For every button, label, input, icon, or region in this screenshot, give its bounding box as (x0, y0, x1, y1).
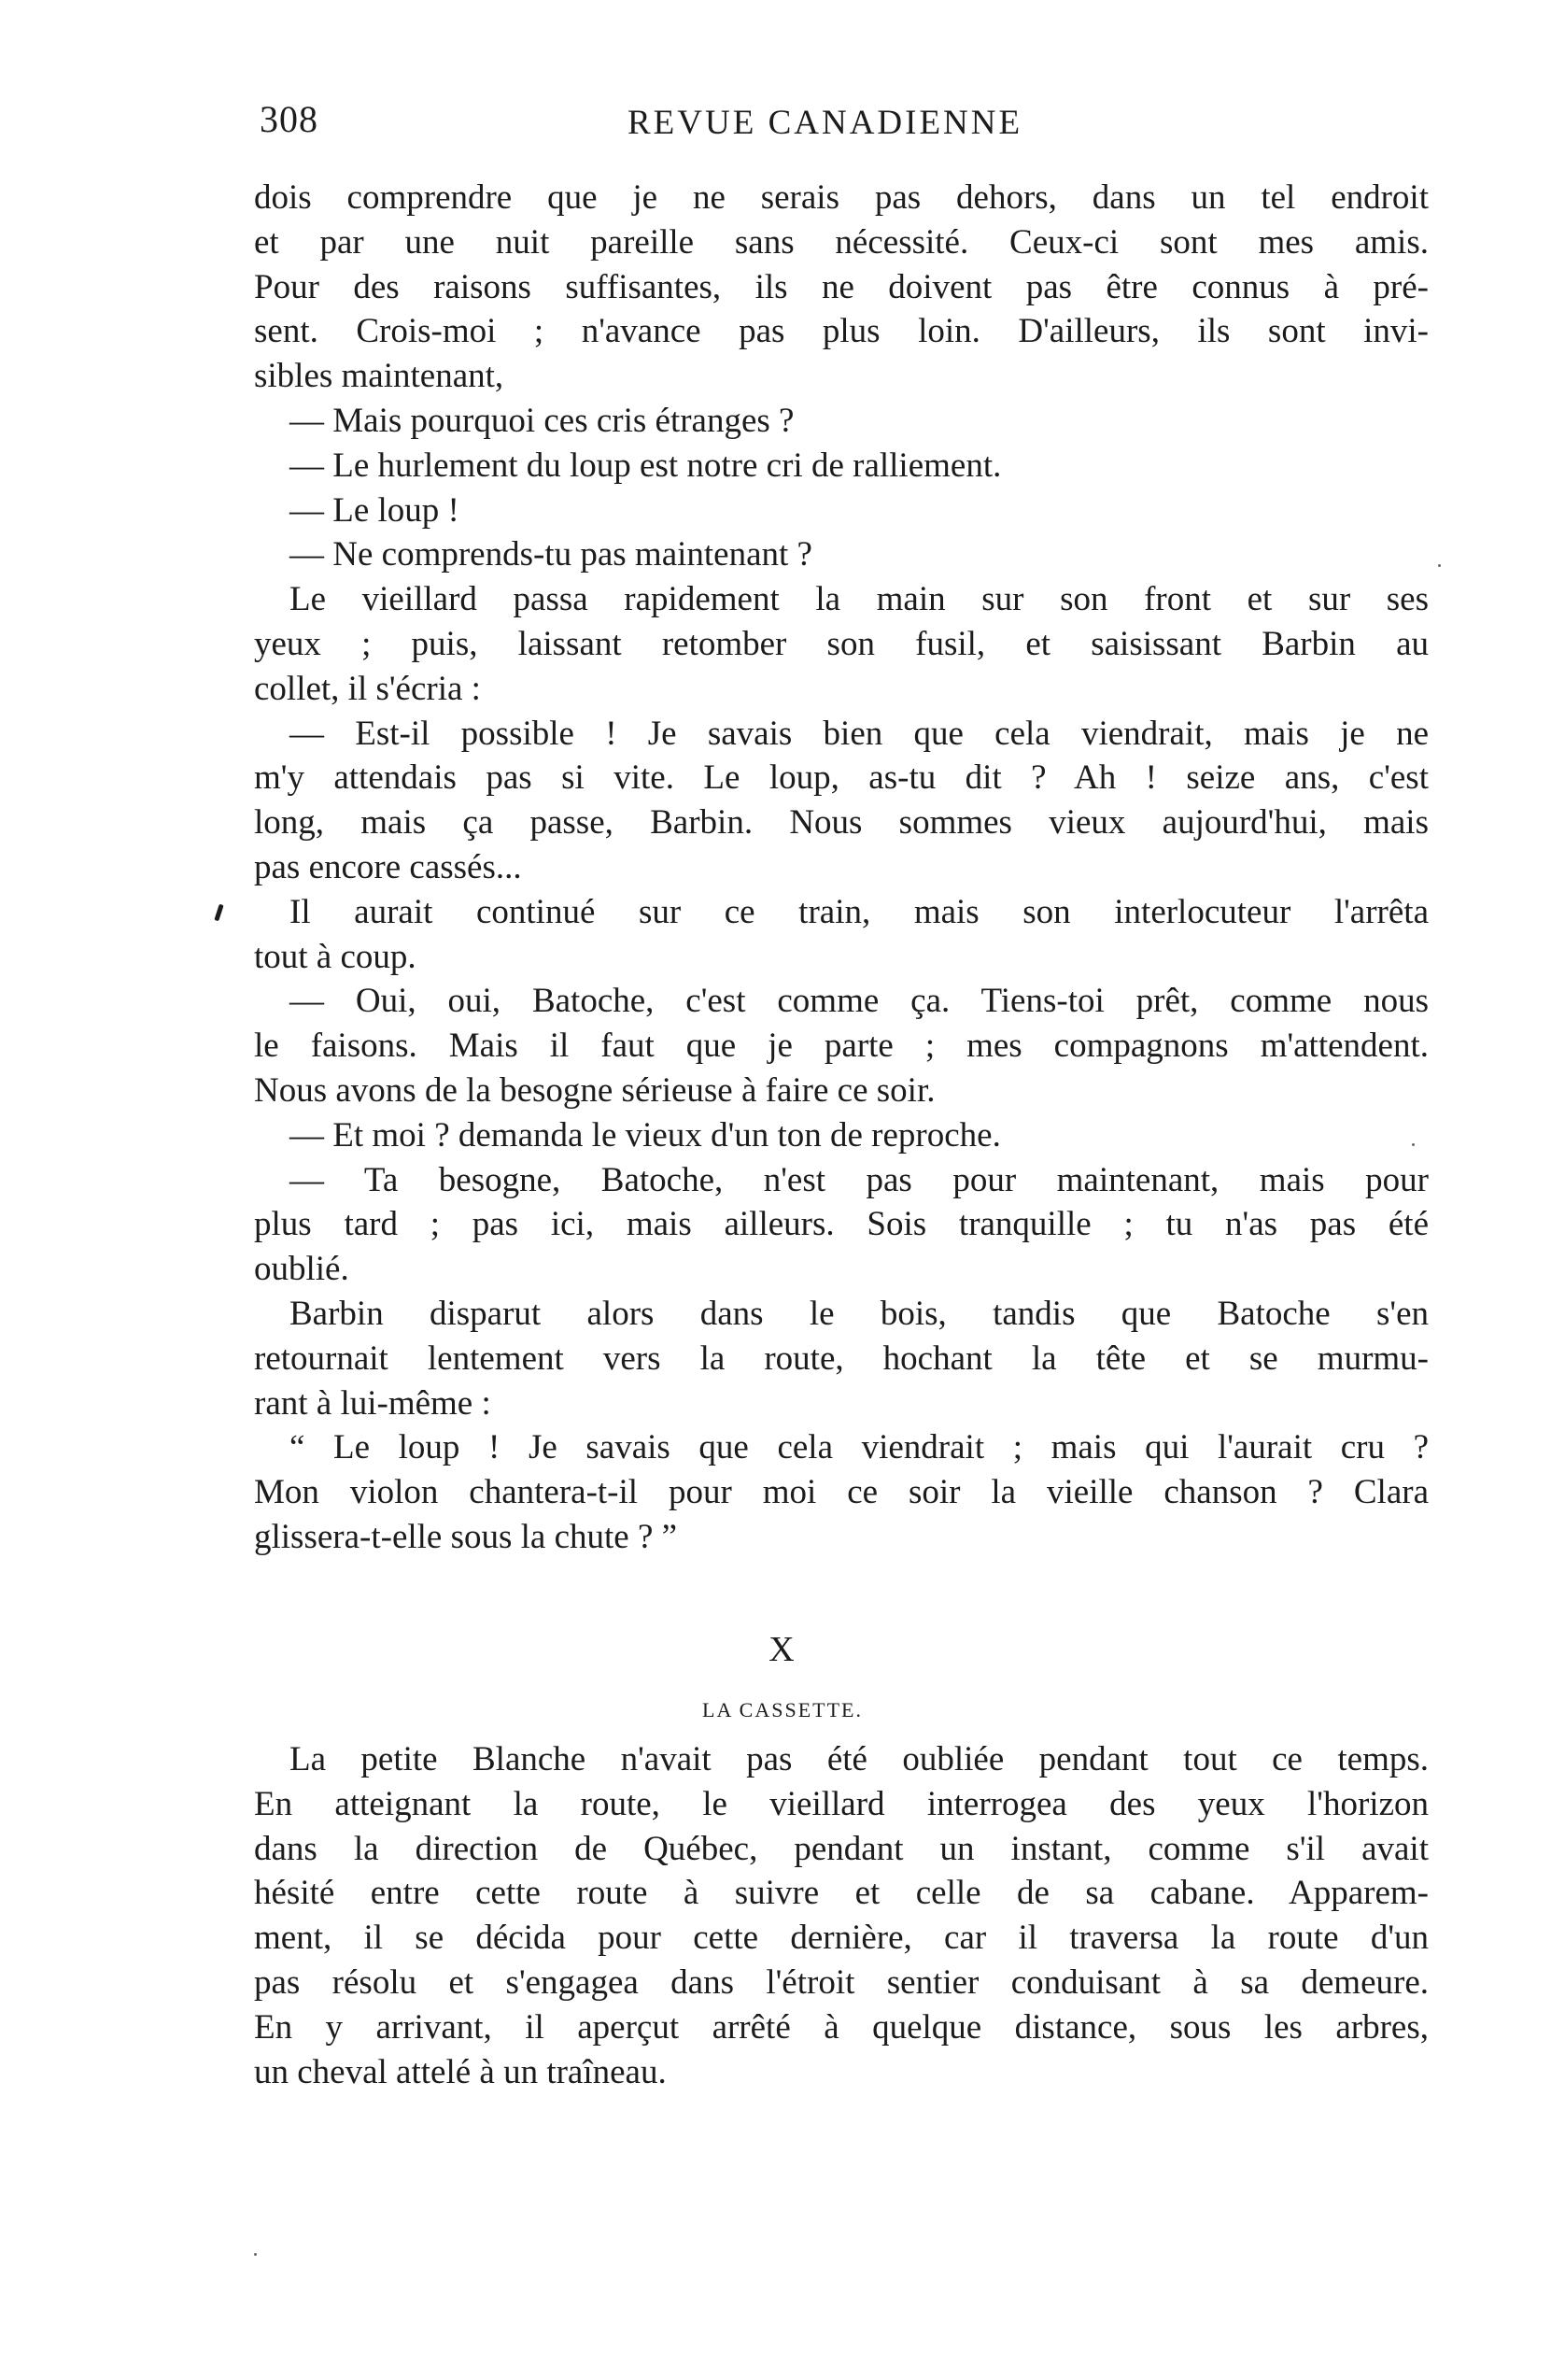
page-header (254, 97, 1431, 153)
text-line: tout à coup. (254, 937, 416, 976)
text-line: pas résolu et s'engagea dans l'étroit sentier conduisant à sa demeure. (254, 1962, 1429, 2002)
text-line: collet, il s'écria : (254, 669, 481, 708)
chapter-number: X (768, 1630, 797, 1669)
paper-speck (1438, 564, 1441, 567)
text-line: sent. Crois-moi ; n'avance pas plus loin. D'ailleurs, ils sont invi- (254, 312, 1429, 351)
chapter-text (254, 1737, 1429, 2094)
page-number: 308 (260, 98, 318, 140)
chapter-title: LA CASSETTE. (702, 1698, 863, 1721)
text-line: Nous avons de la besogne sérieuse à faire ce soir. (254, 1070, 936, 1110)
text-line: rant à lui-même : (254, 1383, 491, 1423)
text-line: dois comprendre que je ne serais pas dehors, dans un tel endroit (254, 178, 1429, 217)
text-line: — Le loup ! (289, 490, 459, 530)
text-line: — Ne comprends-tu pas maintenant ? (289, 535, 812, 574)
paper-speck (1412, 1143, 1415, 1146)
text-line: m'y attendais pas si vite. Le loup, as-tu dit ? Ah ! seize ans, c'est (254, 758, 1429, 798)
text-line: Pour des raisons suffisantes, ils ne doivent pas être connus à pré- (254, 267, 1429, 306)
text-line: le faisons. Mais il faut que je parte ; mes compagnons m'attendent. (254, 1027, 1429, 1066)
text-line: Il aurait continué sur ce train, mais son interlocuteur l'arrêta (289, 892, 1429, 931)
text-line: — Et moi ? demanda le vieux d'un ton de reproche. (289, 1115, 1001, 1155)
text-line: Mon violon chantera-t-il pour moi ce soir la vieille chanson ? Clara (254, 1473, 1429, 1512)
paper-speck (254, 2253, 257, 2256)
margin-mark (214, 904, 223, 922)
body-text (254, 176, 1429, 1560)
text-line: glissera-t-elle sous la chute ? ” (254, 1517, 678, 1556)
text-line: — Mais pourquoi ces cris étranges ? (289, 401, 795, 440)
text-line: En y arrivant, il aperçut arrêté à quelque distance, sous les arbres, (254, 2007, 1429, 2047)
text-line: un cheval attelé à un traîneau. (254, 2052, 667, 2091)
text-line: — Le hurlement du loup est notre cri de ralliement. (289, 446, 1002, 485)
text-line: “ Le loup ! Je savais que cela viendrait ; mais qui l'aurait cru ? (289, 1428, 1429, 1467)
text-line: Le vieillard passa rapidement la main sur son front et sur ses (289, 580, 1429, 619)
text-line: long, mais ça passe, Barbin. Nous sommes vieux aujourd'hui, mais (254, 803, 1429, 843)
text-line: ment, il se décida pour cette dernière, car il traversa la route d'un (254, 1919, 1429, 1958)
text-line: et par une nuit pareille sans nécessité. Ceux-ci sont mes amis. (254, 222, 1429, 262)
text-line: retournait lentement vers la route, hochant la tête et se murmu- (254, 1339, 1429, 1378)
text-line: sibles maintenant, (254, 357, 504, 396)
text-line: plus tard ; pas ici, mais ailleurs. Sois tranquille ; tu n'as pas été (254, 1205, 1429, 1244)
text-line: La petite Blanche n'avait pas été oubliée pendant tout ce temps. (289, 1740, 1429, 1778)
text-line: oublié. (254, 1250, 349, 1289)
text-line: Barbin disparut alors dans le bois, tandis que Batoche s'en (289, 1294, 1429, 1333)
text-line: hésité entre cette route à suivre et celle de sa cabane. Apparem- (254, 1874, 1429, 1913)
running-title: REVUE CANADIENNE (627, 104, 1023, 142)
text-line: pas encore cassés... (254, 847, 522, 886)
text-line: dans la direction de Québec, pendant un instant, comme s'il avait (254, 1829, 1429, 1868)
text-line: — Ta besogne, Batoche, n'est pas pour maintenant, mais pour (289, 1160, 1429, 1199)
text-line: — Est-il possible ! Je savais bien que cela viendrait, mais je ne (289, 714, 1429, 753)
text-line: — Oui, oui, Batoche, c'est comme ça. Tiens-toi prêt, comme nous (289, 982, 1429, 1021)
text-line: En atteignant la route, le vieillard interrogea des yeux l'horizon (254, 1784, 1429, 1823)
text-line: yeux ; puis, laissant retomber son fusil, et saisissant Barbin au (254, 624, 1429, 663)
